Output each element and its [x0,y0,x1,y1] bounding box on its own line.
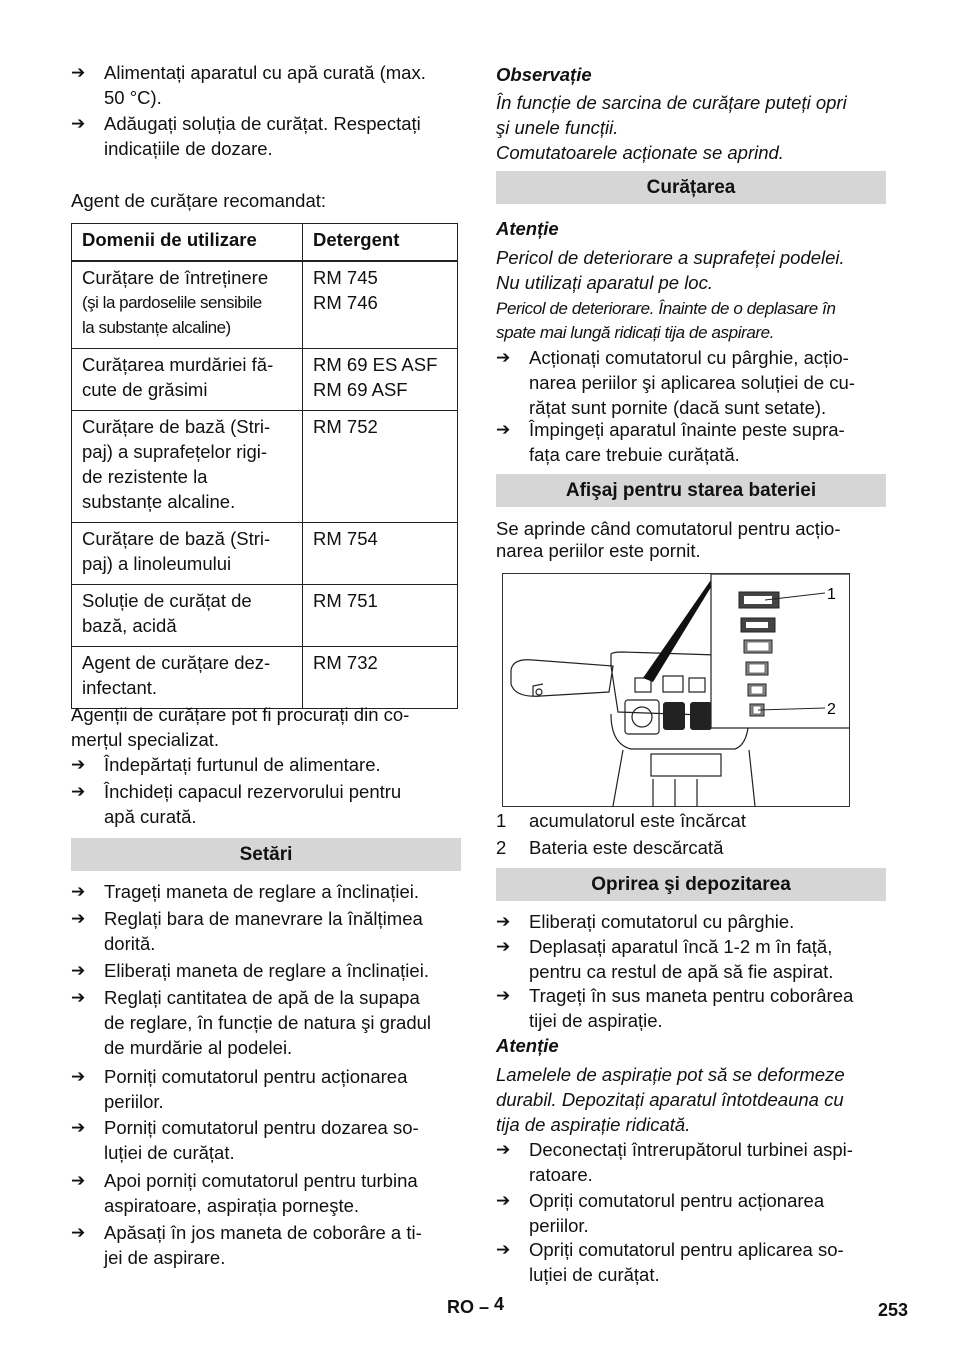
table-row [72,647,458,709]
arrow-bullet-icon: ➔ [496,348,511,367]
bullet-text-line: Apăsați în jos maneta de coborâre a ti- [104,1222,422,1243]
bullet-text-line: Reglați cantitatea de apă de la supapa [104,987,420,1008]
arrow-bullet-icon: ➔ [71,63,86,82]
bullet-text-line: ratoare. [529,1164,593,1185]
table-cell-area [72,585,303,647]
cell-line: de rezistente la [82,466,208,487]
shutdown-step [496,934,886,984]
table-header-row [72,224,458,262]
bullet-text-line: dorită. [104,933,156,954]
shutdown-step [496,983,886,1033]
table-row [72,523,458,585]
bullet-text-line: Eliberați maneta de reglare a înclinației. [104,960,429,981]
settings-step [71,958,461,983]
note-text: În funcție de sarcina de curățare puteți opri [496,92,847,113]
caution-text-small: spate mai lungă ridicați tija de aspirare. [496,323,775,342]
cell-line: Soluție de curățat de [82,590,252,611]
cell-line: la substanțe alcaline) [82,318,231,337]
table-cell-detergent [303,585,458,647]
arrow-bullet-icon: ➔ [496,986,511,1005]
cleaning-step [496,417,886,467]
cell-line: infectant. [82,677,158,698]
table-cell-area [72,647,303,709]
bullet-text-line: periilor. [529,1215,589,1236]
bullet-text-line: fața care trebuie curățată. [529,444,740,465]
bullet-text-line: Porniți comutatorul pentru acționarea [104,1066,408,1087]
shutdown-step [496,1237,886,1287]
detergent-table [71,223,458,709]
instruction-item [71,60,461,110]
bullet-text-line: Acționați comutatorul cu pârghie, acțio- [529,347,849,368]
caution-text: Pericol de deteriorare a suprafeței podelei. [496,247,845,268]
section-heading-battery: Afişaj pentru starea bateriei [496,474,886,507]
segment-inner [749,664,765,673]
bullet-text-line: Opriți comutatorul pentru acționarea [529,1190,825,1211]
table-cell-detergent [303,523,458,585]
bullet-text-line: luției de curățat. [104,1142,235,1163]
legend-number: 1 [496,810,507,831]
section-heading-oprirea: Oprirea şi depozitarea [496,868,886,901]
bullet-text-line: de reglare, în funcție de natura şi gradul [104,1012,432,1033]
cell-line: (şi la pardoselile sensibile [82,293,262,312]
bullet-text-line: luției de curățat. [529,1264,660,1285]
instruction-item [71,752,461,777]
bullet-text-line: Trageți maneta de reglare a înclinației. [104,881,420,902]
caution-text: Nu utilizați aparatul pe loc. [496,272,713,293]
bullet-text-line: Îndepărtați furtunul de alimentare. [104,754,381,775]
arrow-bullet-icon: ➔ [71,1223,86,1242]
arrow-bullet-icon: ➔ [71,1067,86,1086]
cell-line: bază, acidă [82,615,177,636]
bullet-text-line: Opriți comutatorul pentru aplicarea so- [529,1239,844,1260]
table-header-cell: Detergent [303,224,458,262]
arrow-bullet-icon: ➔ [71,1118,86,1137]
lever-switch-button [625,700,659,734]
availability-note: merțul specializat. [71,729,220,750]
bullet-text-line: Trageți în sus maneta pentru coborârea [529,985,854,1006]
footer-language [447,1294,505,1318]
settings-step [71,1115,461,1165]
cell-line: substanțe alcaline. [82,491,236,512]
footer-section-page: 4 [494,1294,505,1314]
table-cell-detergent [303,411,458,523]
arrow-bullet-icon: ➔ [71,755,86,774]
arrow-bullet-icon: ➔ [496,937,511,956]
machine-frame-lines [613,750,755,806]
bullet-text-line: Deconectați întrerupătorul turbinei aspi- [529,1139,853,1160]
lever-switch-knob [632,707,652,727]
bullet-text-line: indicațiile de dozare. [104,138,273,159]
note-text: Comutatoarele acționate se aprind. [496,142,784,163]
bullet-text-line: Închideți capacul rezervorului pentru [104,781,402,802]
bullet-text-line: pentru ca restul de apă să fie aspirat. [529,961,834,982]
arrow-bullet-icon: ➔ [496,1240,511,1259]
zoom-pointer-wedge [643,574,719,682]
cell-line: Curățare de bază (Stri- [82,528,271,549]
bullet-text-line: narea periilor şi aplicarea soluției de cu- [529,372,855,393]
segment-inner [747,642,769,651]
note-text: şi unele funcții. [496,117,619,138]
table-cell-area [72,523,303,585]
cell-line: paj) a suprafețelor rigi- [82,441,268,462]
note-title: Observație [496,64,592,85]
segment-inner [751,686,763,694]
machine-control-panel-illustration [503,574,849,806]
brush-switch-button [663,702,685,730]
legend-number: 2 [496,837,507,858]
bullet-text-line: 50 °C). [104,87,162,108]
cell-line: Curățarea murdăriei fă- [82,354,274,375]
arrow-bullet-icon: ➔ [496,912,511,931]
table-row [72,349,458,411]
section-heading-curatarea: Curățarea [496,171,886,204]
turbine-switch-button [690,702,712,730]
section-heading-setari: Setări [71,838,461,871]
settings-step [71,1064,461,1114]
footer-dash: – [479,1297,490,1317]
arrow-bullet-icon: ➔ [71,1171,86,1190]
bullet-text-line: Porniți comutatorul pentru dozarea so- [104,1117,419,1138]
cell-line: RM 746 [313,292,378,313]
table-row [72,585,458,647]
table-cell-detergent [303,261,458,349]
legend-text: Bateria este descărcată [529,837,724,858]
callout-label-2: 2 [827,701,836,718]
arrow-bullet-icon: ➔ [496,1140,511,1159]
turbine-symbol-icon [689,678,705,692]
bullet-text-line: Reglați bara de manevrare la înălțimea [104,908,423,929]
bullet-text-line: Adăugați soluția de curățat. Respectați [104,113,421,134]
shutdown-step [496,909,886,934]
shutdown-step [496,1137,886,1187]
table-cell-area [72,349,303,411]
cell-line: RM 754 [313,528,378,549]
table-row [72,411,458,523]
table-header-cell: Domenii de utilizare [72,224,303,262]
cell-line: RM 69 ASF [313,379,408,400]
shutdown-step [496,1188,886,1238]
bullet-text-line: rățat sunt pornite (dacă sunt setate). [529,397,827,418]
availability-note: Agenții de curățare pot fi procurați din co- [71,704,410,725]
arrow-bullet-icon: ➔ [496,420,511,439]
table-cell-area [72,261,303,349]
callout-label-1: 1 [827,586,836,603]
brush-symbol-icon [663,676,683,692]
page-number: 253 [878,1300,909,1320]
machine-body-window [651,754,721,776]
bullet-text-line: Împingeți aparatul înainte peste supra- [529,419,845,440]
footer-lang-code: RO [447,1297,474,1317]
instruction-item [71,779,461,829]
caution-title: Atenție [496,1035,559,1056]
cell-line: Curățare de bază (Stri- [82,416,271,437]
cell-line: cute de grăsimi [82,379,208,400]
arrow-bullet-icon: ➔ [71,909,86,928]
table-cell-detergent [303,349,458,411]
arrow-bullet-icon: ➔ [71,988,86,1007]
settings-step [71,879,461,904]
battery-display-figure [502,573,850,807]
caution-text: tija de aspirație ridicată. [496,1114,691,1135]
bullet-text-line: apă curată. [104,806,197,827]
handle-bar-shape [511,660,613,697]
recommended-label: Agent de curățare recomandat: [71,190,327,211]
bullet-text-line: tijei de aspirație. [529,1010,663,1031]
cleaning-step [496,345,886,420]
caution-text-small: Pericol de deteriorare. Înainte de o deplasare în [496,299,836,318]
battery-description: narea periilor este pornit. [496,540,701,561]
caution-text: Lamelele de aspirație pot să se deformeze [496,1064,845,1085]
cell-line: RM 752 [313,416,378,437]
table-cell-detergent [303,647,458,709]
instruction-item [71,111,461,161]
cell-line: RM 69 ES ASF [313,354,438,375]
cell-line: Agent de curățare dez- [82,652,271,673]
settings-step [71,1168,461,1218]
arrow-bullet-icon: ➔ [71,114,86,133]
bullet-text-line: Apoi porniți comutatorul pentru turbina [104,1170,418,1191]
cell-line: RM 732 [313,652,378,673]
bullet-text-line: Eliberați comutatorul cu pârghie. [529,911,795,932]
table-row [72,261,458,349]
settings-step [71,1220,461,1270]
bullet-text-line: jei de aspirare. [104,1247,226,1268]
caution-text: durabil. Depozitați aparatul întotdeauna cu [496,1089,844,1110]
bullet-text-line: periilor. [104,1091,164,1112]
caution-title: Atenție [496,218,559,239]
cell-line: RM 751 [313,590,378,611]
arrow-bullet-icon: ➔ [71,961,86,980]
bullet-text-line: Alimentați aparatul cu apă curată (max. [104,62,426,83]
battery-description: Se aprinde când comutatorul pentru acțio- [496,518,841,539]
arrow-bullet-icon: ➔ [71,882,86,901]
cell-line: RM 745 [313,267,378,288]
legend-text: acumulatorul este încărcat [529,810,746,831]
arrow-bullet-icon: ➔ [71,782,86,801]
handle-screw [536,689,542,695]
bullet-text-line: aspiratoare, aspirația porneşte. [104,1195,360,1216]
segment-highlight [746,622,768,628]
bullet-text-line: de murdărie al podelei. [104,1037,293,1058]
settings-step [71,906,461,956]
arrow-bullet-icon: ➔ [496,1191,511,1210]
settings-step [71,985,461,1060]
cell-line: Curățare de întreținere [82,267,269,288]
table-cell-area [72,411,303,523]
cell-line: paj) a linoleumului [82,553,232,574]
bullet-text-line: Deplasați aparatul încă 1-2 m în față, [529,936,833,957]
